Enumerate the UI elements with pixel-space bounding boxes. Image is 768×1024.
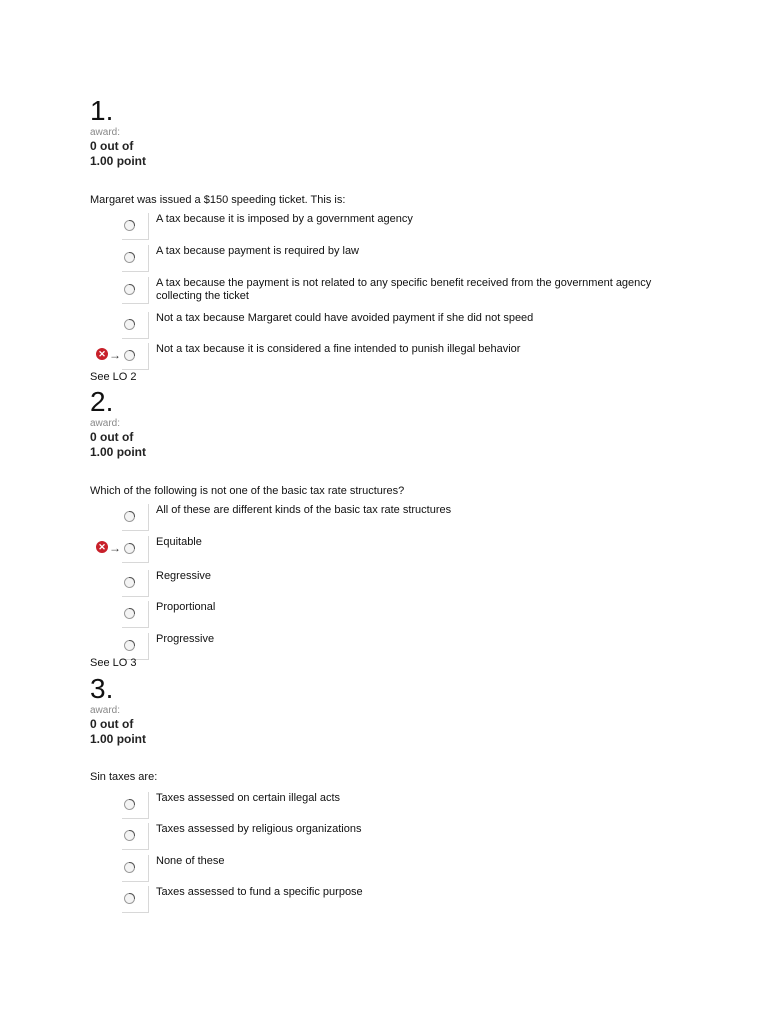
answer-choice[interactable] — [90, 855, 710, 883]
radio-button[interactable] — [124, 319, 135, 330]
learning-objective-reference: See LO 3 — [90, 657, 137, 669]
award-label: award: — [90, 127, 121, 138]
answer-choice[interactable] — [90, 570, 710, 598]
radio-container — [122, 633, 149, 660]
x-circle-icon: ✕ — [96, 541, 108, 553]
choice-text: A tax because the payment is not related to any specific benefit received from the government agency collecting the ticket — [156, 277, 652, 302]
question-3 — [90, 673, 710, 898]
answer-choice[interactable] — [90, 633, 710, 661]
radio-button[interactable] — [124, 543, 135, 554]
x-circle-icon: ✕ — [96, 348, 108, 360]
question-prompt: Which of the following is not one of the basic tax rate structures? — [90, 485, 405, 497]
radio-button[interactable] — [124, 252, 135, 263]
score-line-1: 0 out of — [90, 430, 134, 444]
radio-container — [122, 792, 149, 819]
question-number: 3. — [90, 673, 114, 704]
choice-text: Taxes assessed on certain illegal acts — [156, 792, 341, 804]
radio-button[interactable] — [124, 350, 135, 361]
radio-button[interactable] — [124, 640, 135, 651]
question-prompt: Margaret was issued a $150 speeding ticket. This is: — [90, 194, 346, 206]
score-line-2: 1.00 point — [90, 154, 147, 168]
radio-button[interactable] — [124, 893, 135, 904]
radio-container — [122, 312, 149, 339]
radio-container — [122, 277, 149, 304]
question-2 — [90, 386, 710, 669]
answer-choice[interactable] — [90, 213, 710, 241]
radio-container — [122, 570, 149, 597]
choice-text: Taxes assessed to fund a specific purpose — [156, 886, 363, 898]
radio-button[interactable] — [124, 511, 135, 522]
answer-choice[interactable] — [90, 823, 710, 851]
choice-text: None of these — [156, 855, 225, 867]
choice-text: Proportional — [156, 601, 216, 613]
radio-button[interactable] — [124, 220, 135, 231]
award-label: award: — [90, 418, 121, 429]
radio-button[interactable] — [124, 608, 135, 619]
choice-text: Not a tax because it is considered a fine intended to punish illegal behavior — [156, 343, 521, 355]
radio-button[interactable] — [124, 830, 135, 841]
answer-choice[interactable] — [90, 245, 710, 273]
choice-text: Regressive — [156, 570, 212, 582]
question-1 — [90, 95, 710, 383]
answer-choice[interactable] — [90, 504, 710, 532]
question-number: 1. — [90, 95, 114, 126]
answer-choice[interactable] — [90, 277, 710, 305]
choice-text: Not a tax because Margaret could have avoided payment if she did not speed — [156, 312, 534, 324]
question-number: 2. — [90, 386, 114, 417]
choice-text: Equitable — [156, 536, 202, 548]
radio-container — [122, 823, 149, 850]
choice-text: A tax because payment is required by law — [156, 245, 360, 257]
answer-choice[interactable] — [90, 886, 710, 914]
question-prompt: Sin taxes are: — [90, 771, 158, 783]
choice-text: Taxes assessed by religious organizations — [156, 823, 362, 835]
radio-container — [122, 245, 149, 272]
radio-button[interactable] — [124, 862, 135, 873]
radio-container — [122, 343, 149, 370]
choice-text: Progressive — [156, 633, 215, 645]
score-line-1: 0 out of — [90, 717, 134, 731]
score-line-2: 1.00 point — [90, 732, 147, 746]
answer-choice[interactable] — [90, 601, 710, 629]
choice-text: A tax because it is imposed by a government agency — [156, 213, 413, 225]
radio-container — [122, 536, 149, 563]
radio-container — [122, 213, 149, 240]
score-line-2: 1.00 point — [90, 445, 147, 459]
radio-button[interactable] — [124, 577, 135, 588]
answer-choice[interactable] — [90, 343, 710, 371]
arrow-right-icon: → — [109, 541, 121, 555]
radio-container — [122, 886, 149, 913]
radio-container — [122, 855, 149, 882]
answer-choice[interactable] — [90, 792, 710, 820]
award-label: award: — [90, 705, 121, 716]
learning-objective-reference: See LO 2 — [90, 371, 137, 383]
answer-choice[interactable] — [90, 536, 710, 564]
radio-button[interactable] — [124, 284, 135, 295]
radio-container — [122, 504, 149, 531]
radio-container — [122, 601, 149, 628]
score-line-1: 0 out of — [90, 139, 134, 153]
choice-text: All of these are different kinds of the basic tax rate structures — [156, 504, 452, 516]
arrow-right-icon: → — [109, 348, 121, 362]
answer-choice[interactable] — [90, 312, 710, 340]
radio-button[interactable] — [124, 799, 135, 810]
